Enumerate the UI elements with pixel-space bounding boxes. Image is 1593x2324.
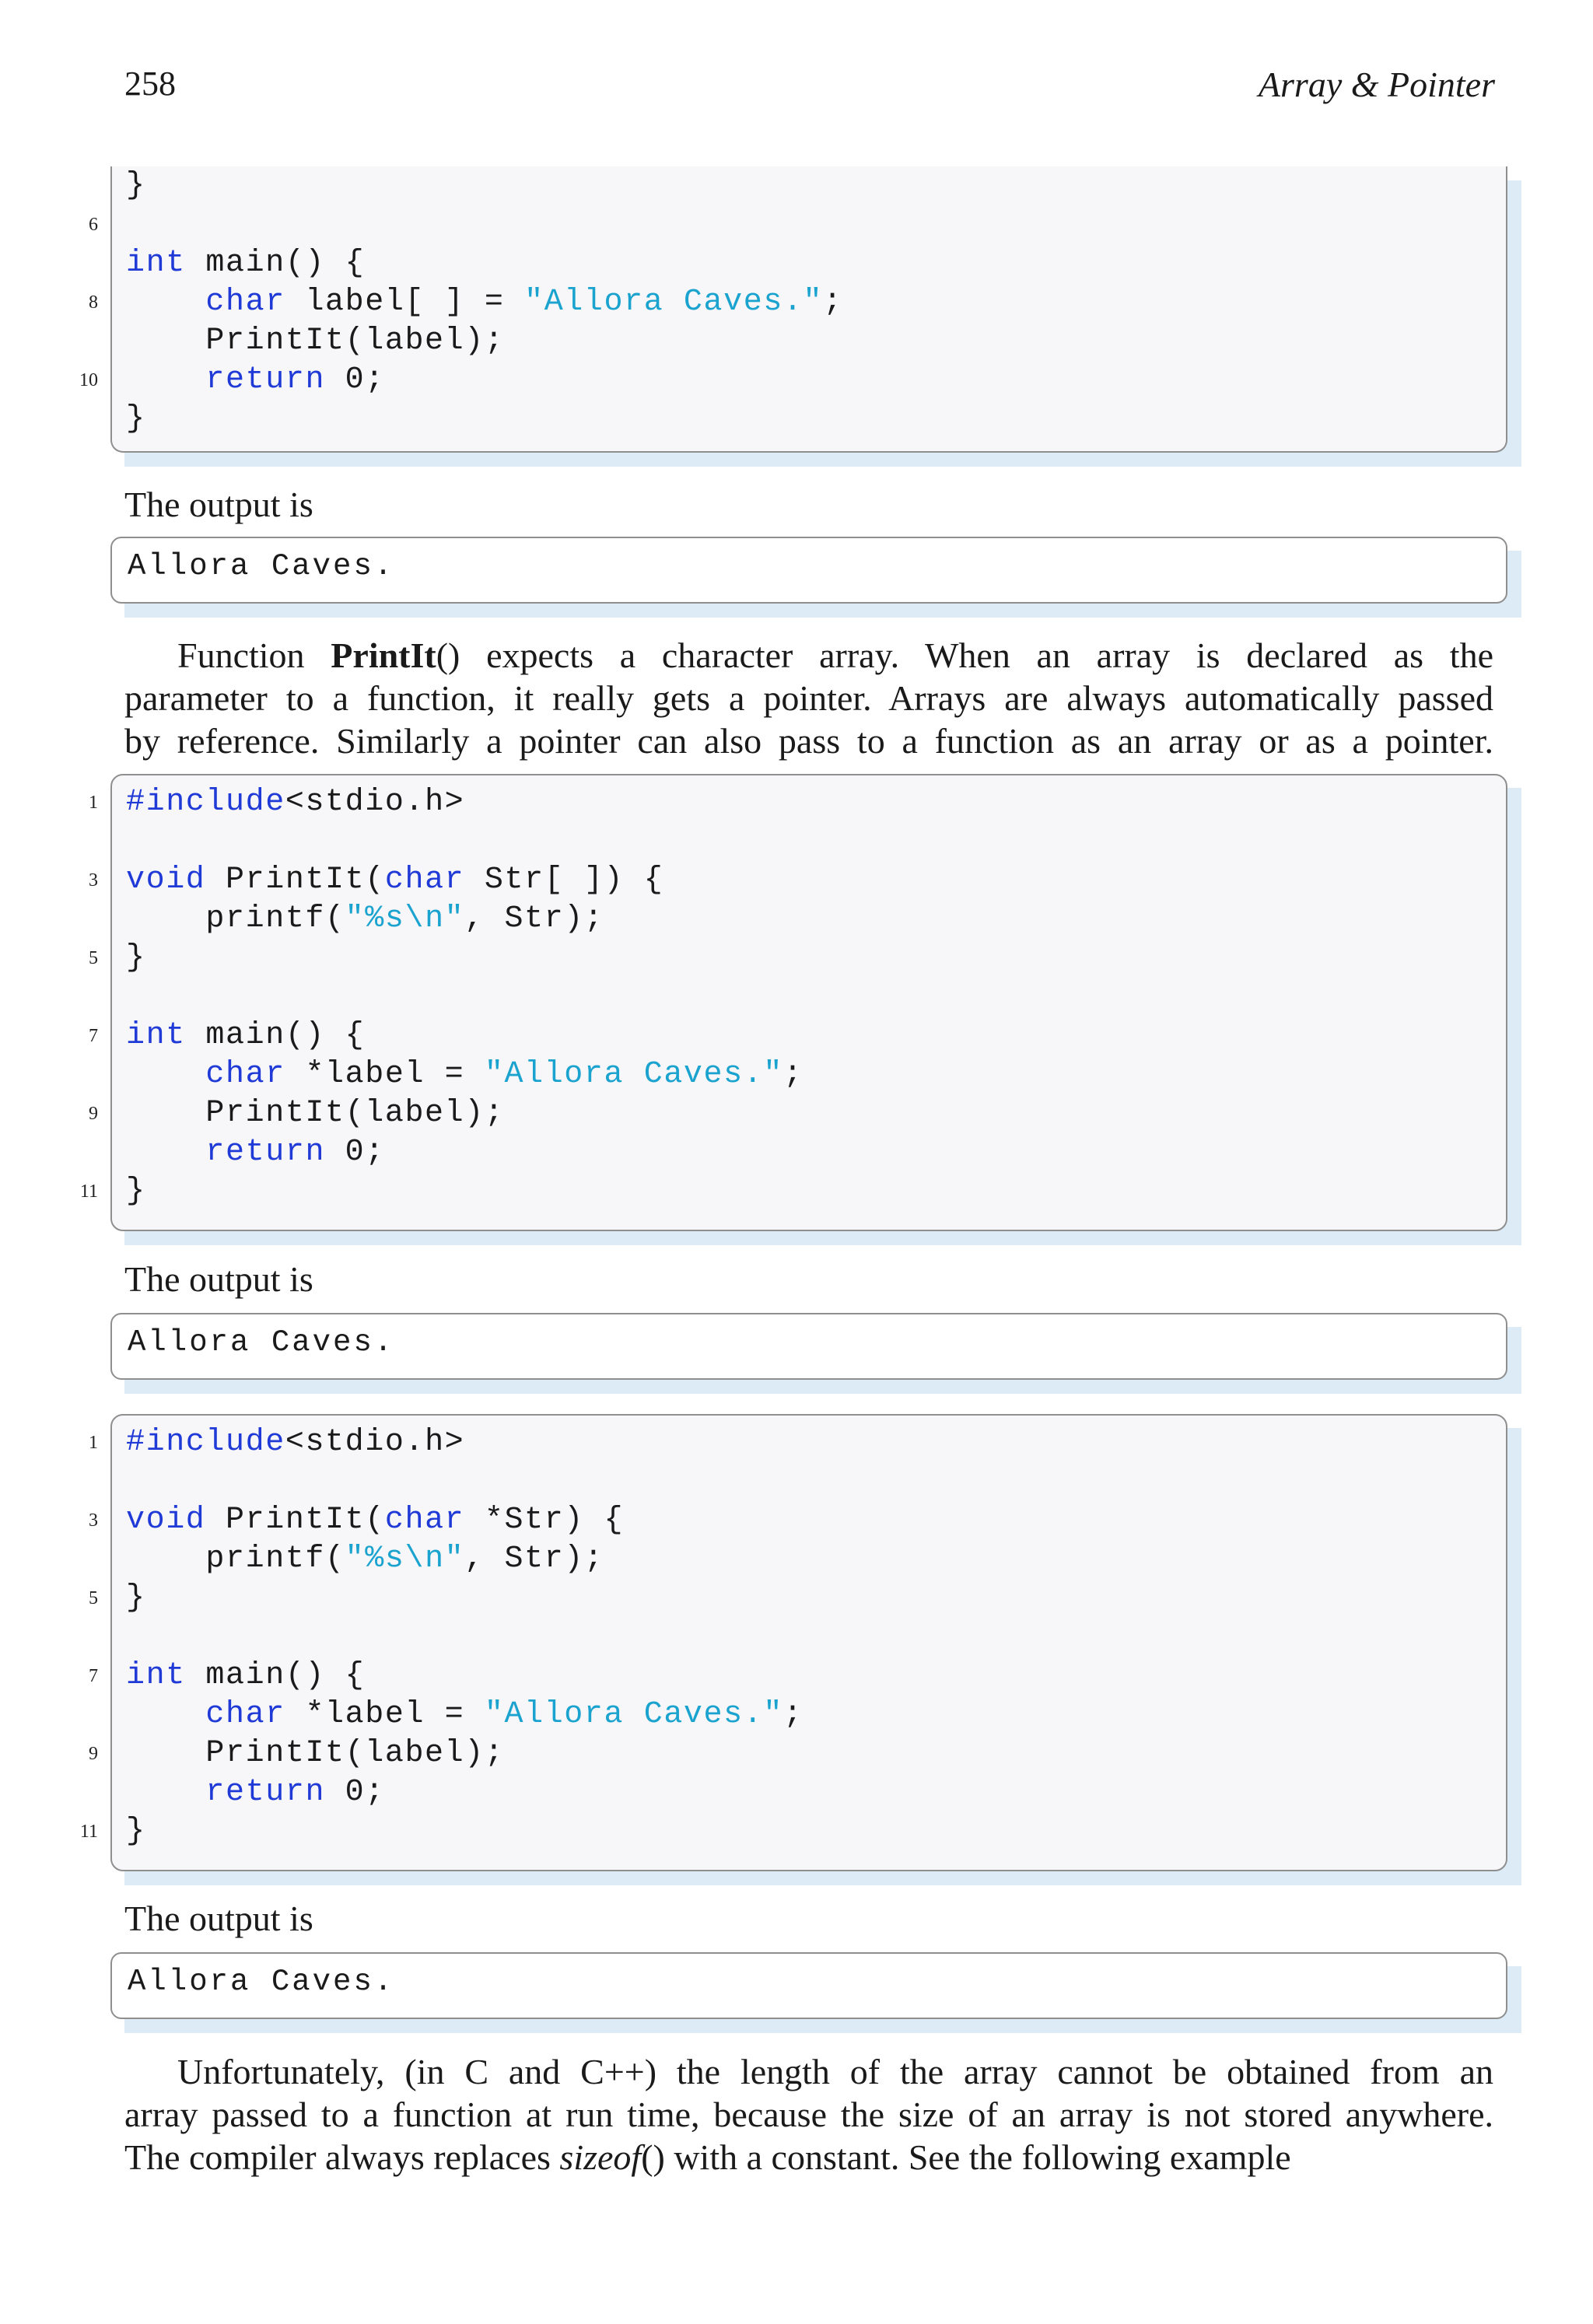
code-token: *Str) { (464, 1503, 625, 1538)
line-number (62, 900, 98, 939)
code-keyword: return (205, 362, 326, 397)
line-number: 3 (89, 1510, 98, 1531)
code-line (126, 1540, 604, 1579)
code-token: } (126, 168, 146, 203)
code-token (126, 285, 205, 320)
code-keyword: char (205, 285, 285, 320)
code-token: *label = (285, 1697, 485, 1732)
code-keyword: return (205, 1775, 326, 1810)
code-token (126, 1057, 205, 1092)
code-token: 0; (325, 1775, 385, 1810)
code-token: printf( (126, 901, 345, 936)
output-text: Allora Caves. (128, 1325, 395, 1360)
line-number: 5 (89, 1588, 98, 1608)
line-number: 1 (89, 1433, 98, 1453)
line-number: 8 (89, 292, 98, 313)
line-number (62, 822, 98, 861)
code-line (126, 322, 504, 361)
output-label: The output is (124, 1899, 313, 1938)
code-line (126, 1017, 365, 1055)
output-box (110, 1313, 1507, 1380)
code-line (126, 1133, 385, 1172)
output-box (110, 1952, 1507, 2019)
paragraph-line: Unfortunately, (in C and C++) the length of the array cannot be obtained from an (177, 2052, 1493, 2091)
text-span: () with a constant. See the following example (641, 2137, 1291, 2177)
line-number: 5 (89, 948, 98, 968)
line-number (62, 1618, 98, 1657)
code-line (126, 783, 464, 822)
code-token (126, 1135, 205, 1170)
code-token: main() { (185, 246, 366, 281)
code-token: , Str); (464, 1542, 604, 1577)
code-token: 0; (325, 362, 385, 397)
code-line (126, 900, 604, 939)
code-token: <stdio.h> (285, 785, 465, 820)
line-number (62, 166, 98, 205)
line-number: 7 (89, 1026, 98, 1046)
line-number (62, 978, 98, 1017)
code-line (126, 1172, 146, 1211)
code-string: "Allora Caves." (484, 1697, 783, 1732)
code-token: label[ ] = (285, 285, 525, 320)
code-string: "Allora Caves." (484, 1057, 783, 1092)
code-string: "%s\n" (345, 901, 465, 936)
code-string: "%s\n" (345, 1542, 465, 1577)
code-line (126, 861, 663, 900)
code-keyword: return (205, 1135, 326, 1170)
paragraph-line (124, 634, 1493, 677)
line-number (62, 1696, 98, 1734)
code-line (126, 283, 843, 322)
code-token: , Str); (464, 901, 604, 936)
output-label: The output is (124, 485, 313, 524)
code-token (126, 362, 205, 397)
code-line (126, 939, 146, 978)
code-token: PrintIt(label); (126, 1096, 505, 1131)
code-token: *label = (285, 1057, 485, 1092)
code-keyword: char (205, 1697, 285, 1732)
code-line (126, 166, 146, 205)
paragraph-explanation (124, 634, 1493, 762)
paragraph-line: parameter to a function, it really gets a pointer. Arrays are always automatically passed (124, 678, 1493, 718)
line-number: 9 (89, 1744, 98, 1764)
code-line (126, 1773, 385, 1812)
code-keyword: int (126, 246, 186, 281)
code-token (126, 1775, 205, 1810)
code-line (126, 1734, 504, 1773)
code-block-pointer-param (79, 1414, 1507, 1871)
text-span: The compiler always replaces (124, 2137, 560, 2177)
line-number: 1 (89, 793, 98, 813)
line-number (62, 400, 98, 439)
code-keyword: void (126, 863, 206, 898)
code-keyword: void (126, 1503, 206, 1538)
line-number (62, 244, 98, 283)
code-token: ; (782, 1057, 804, 1092)
page-number: 258 (124, 65, 176, 103)
code-block-continued (79, 166, 1507, 453)
line-number: 10 (79, 370, 98, 390)
code-string: "Allora Caves." (524, 285, 824, 320)
line-number (62, 322, 98, 361)
code-token: PrintIt( (205, 1503, 385, 1538)
code-token: main() { (185, 1658, 366, 1693)
code-token: main() { (185, 1018, 366, 1053)
line-number (62, 1540, 98, 1579)
line-number (62, 1462, 98, 1501)
code-keyword: char (384, 1503, 465, 1538)
line-number: 11 (79, 1181, 98, 1202)
code-token: PrintIt(label); (126, 324, 505, 359)
line-number (62, 1133, 98, 1172)
line-number: 9 (89, 1104, 98, 1124)
code-token: PrintIt( (205, 863, 385, 898)
code-line (126, 1423, 464, 1462)
output-box (110, 537, 1507, 604)
code-line (126, 1696, 804, 1734)
line-number: 11 (79, 1822, 98, 1842)
code-token: ; (782, 1697, 804, 1732)
code-line (126, 400, 146, 439)
output-text: Allora Caves. (128, 549, 395, 583)
function-name-bold: PrintIt (331, 635, 436, 675)
code-token: <stdio.h> (285, 1425, 465, 1460)
code-token (126, 1697, 205, 1732)
code-token: } (126, 1814, 146, 1849)
paragraph-sizeof (124, 2050, 1493, 2179)
output-text: Allora Caves. (128, 1965, 395, 1999)
line-number (62, 1055, 98, 1094)
code-token: 0; (325, 1135, 385, 1170)
paragraph-line: by reference. Similarly a pointer can also pass to a function as an array or as a pointer. (124, 721, 1493, 761)
code-token: printf( (126, 1542, 345, 1577)
paragraph-line (124, 2136, 1493, 2179)
code-token: } (126, 401, 146, 436)
output-label: The output is (124, 1259, 313, 1299)
code-line (126, 1094, 504, 1133)
code-keyword: #include (126, 1425, 285, 1460)
line-number (62, 1773, 98, 1812)
code-token: PrintIt(label); (126, 1736, 505, 1771)
code-line (126, 1812, 146, 1851)
code-line (126, 1657, 365, 1696)
paragraph-line: array passed to a function at run time, because the size of an array is not stored anywhere. (124, 2095, 1493, 2134)
text-span: Function (177, 635, 331, 675)
code-line (126, 361, 385, 400)
code-token: } (126, 1580, 146, 1615)
code-token: Str[ ]) { (464, 863, 664, 898)
code-keyword: int (126, 1018, 186, 1053)
code-block-array-param (79, 774, 1507, 1231)
code-token: } (126, 1174, 146, 1209)
code-line (126, 1579, 146, 1618)
text-span: () expects a character array. When an array is declared as the (436, 635, 1494, 675)
code-keyword: char (205, 1057, 285, 1092)
line-number: 6 (89, 215, 98, 235)
line-number: 7 (89, 1666, 98, 1686)
code-keyword: #include (126, 785, 285, 820)
line-number: 3 (89, 870, 98, 891)
running-head: Array & Pointer (1258, 65, 1495, 104)
code-token: } (126, 940, 146, 975)
code-keyword: char (384, 863, 465, 898)
code-line (126, 244, 365, 283)
code-line (126, 1055, 804, 1094)
sizeof-italic: sizeof (559, 2137, 642, 2177)
code-line (126, 1501, 624, 1540)
code-keyword: int (126, 1658, 186, 1693)
code-token: ; (823, 285, 843, 320)
